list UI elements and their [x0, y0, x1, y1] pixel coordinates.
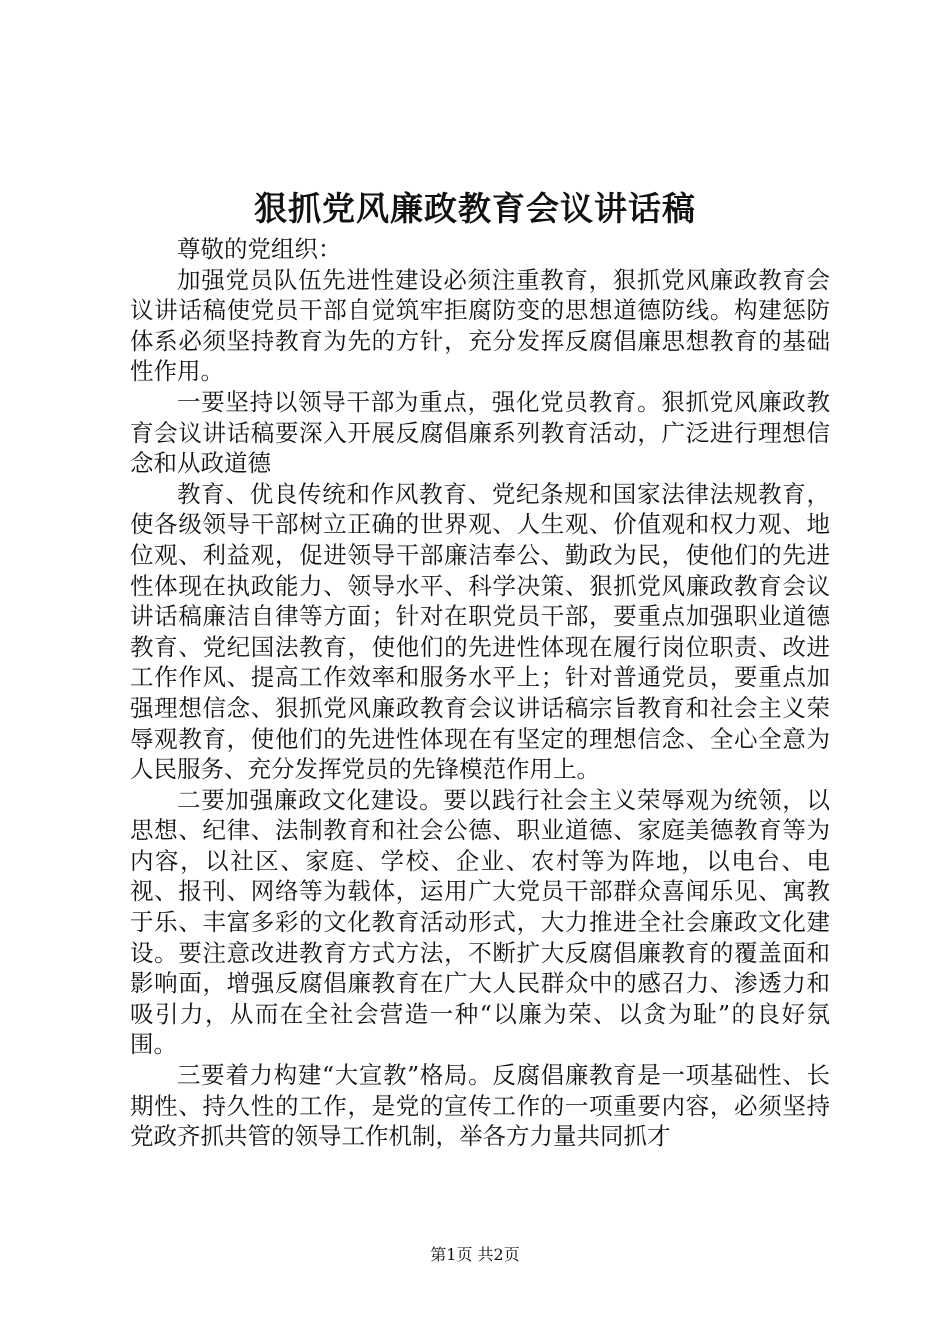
- paragraph: 加强党员队伍先进性建设必须注重教育，狠抓党风廉政教育会议讲话稿使党员干部自觉筑牢拒腐防变的思想道德防线。构建惩防体系必须坚持教育为先的方针，充分发挥反腐倡廉思想教育的基础性作用。: [130, 265, 830, 386]
- paragraph: 三要着力构建“大宣教”格局。反腐倡廉教育是一项基础性、长期性、持久性的工作，是党的宣传工作的一项重要内容，必须坚持党政齐抓共管的领导工作机制，举各方力量共同抓才: [130, 1061, 830, 1151]
- paragraph: 二要加强廉政文化建设。要以践行社会主义荣辱观为统领，以思想、纪律、法制教育和社会公德、职业道德、家庭美德教育等为内容，以社区、家庭、学校、企业、农村等为阵地，以电台、电视、报刊、网络等为载体，运用广大党员干部群众喜闻乐见、寓教于乐、丰富多彩的文化教育活动形式，大力推进全社会廉政文化建设。要注意改进教育方式方法，不断扩大反腐倡廉教育的覆盖面和影响面，增强反腐倡廉教育在广大人民群众中的感召力、渗透力和吸引力，从而在全社会营造一种“以廉为荣、以贪为耻”的良好氛围。: [130, 785, 830, 1059]
- paragraph: 一要坚持以领导干部为重点，强化党员教育。狠抓党风廉政教育会议讲话稿要深入开展反腐倡廉系列教育活动，广泛进行理想信念和从政道德: [130, 387, 830, 478]
- paragraph: 教育、优良传统和作风教育、党纪条规和国家法律法规教育，使各级领导干部树立正确的世界观、人生观、价值观和权力观、地位观、利益观，促进领导干部廉洁奉公、勤政为民，使他们的先进性体现在执政能力、领导水平、科学决策、狠抓党风廉政教育会议讲话稿廉洁自律等方面；针对在职党员干部，要重点加强职业道德教育、党纪国法教育，使他们的先进性体现在履行岗位职责、改进工作作风、提高工作效率和服务水平上；针对普通党员，要重点加强理想信念、狠抓党风廉政教育会议讲话稿宗旨教育和社会主义荣辱观教育，使他们的先进性体现在有坚定的理想信念、全心全意为人民服务、充分发挥党员的先锋模范作用上。: [130, 479, 830, 784]
- document-title: 狠抓党风廉政教育会议讲话稿: [254, 189, 696, 228]
- page-number-footer: 第1页 共2页: [430, 1245, 520, 1264]
- document-body: [130, 234, 830, 1152]
- salutation: 尊敬的党组织：: [177, 235, 342, 263]
